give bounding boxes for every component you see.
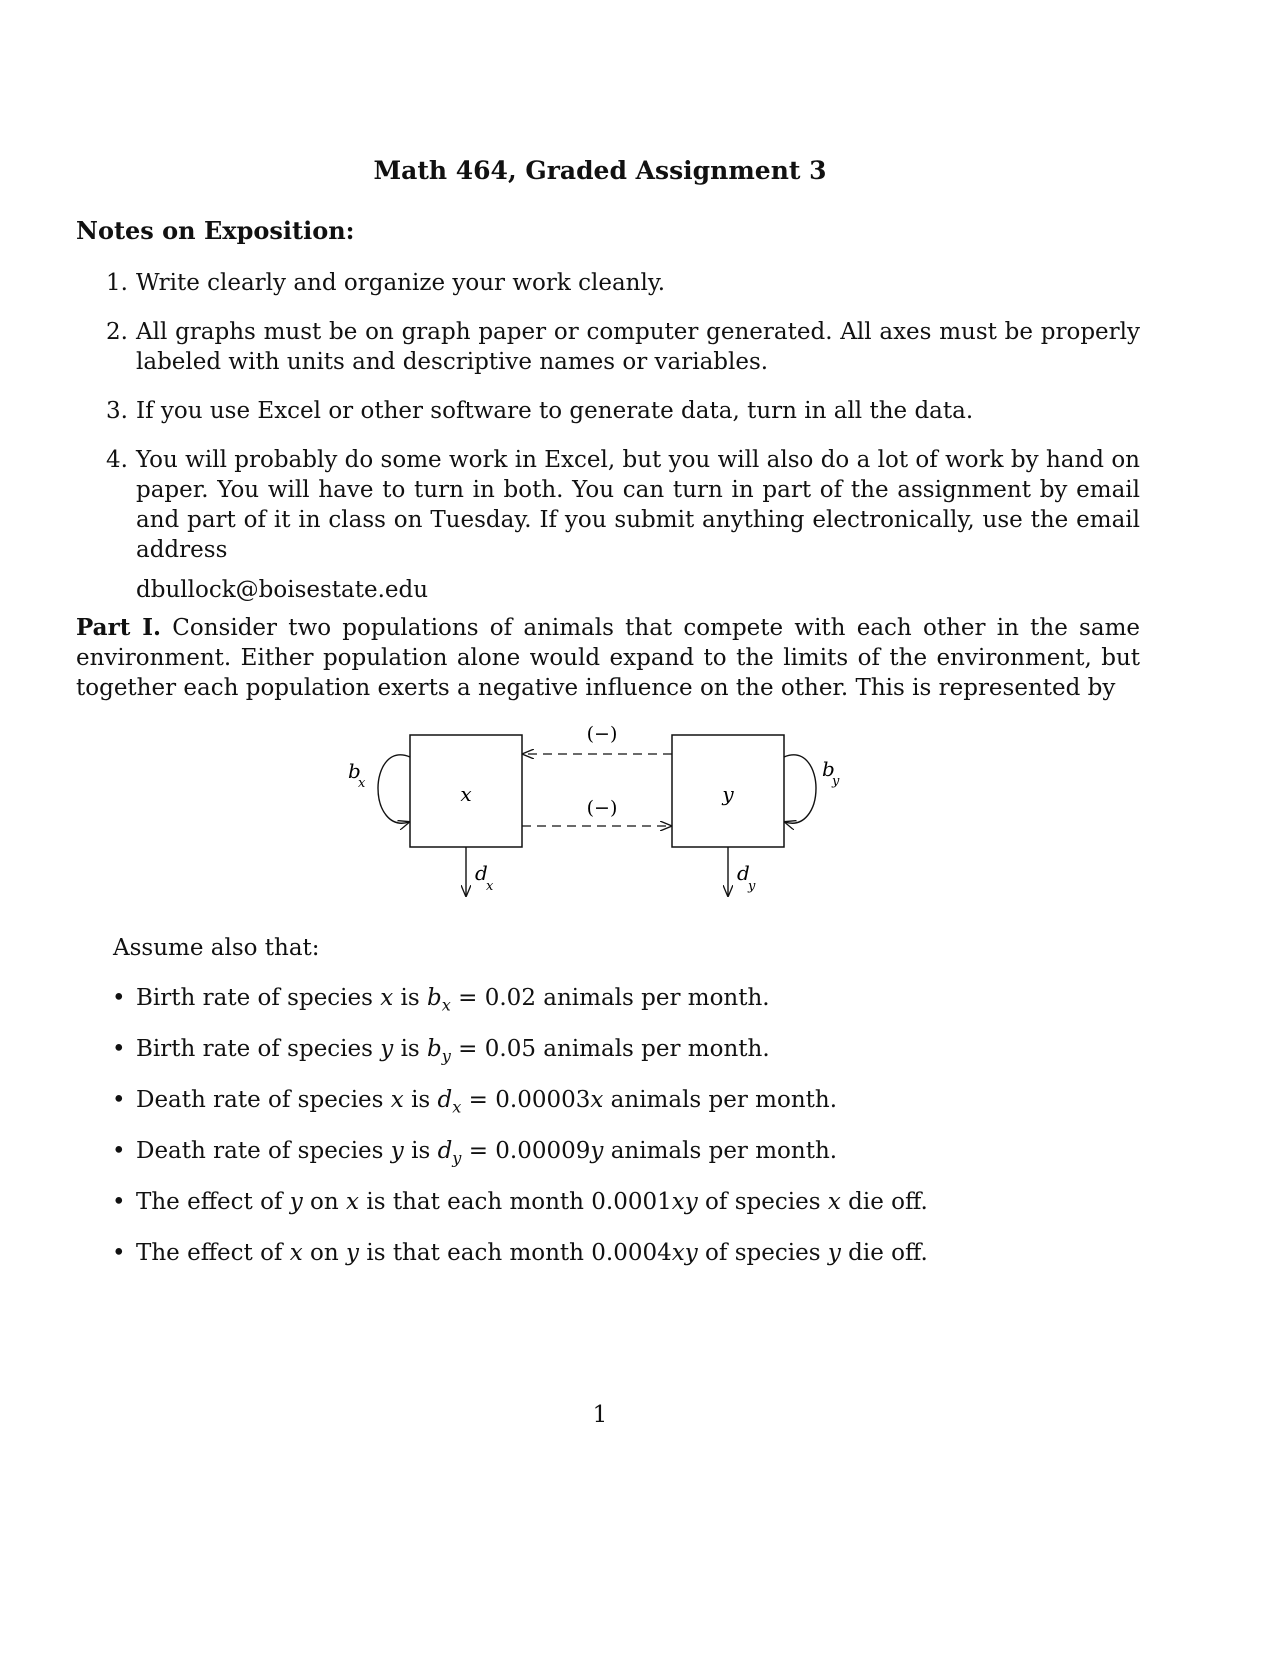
list-item — [100, 396, 1140, 426]
list-number: 2. — [106, 319, 128, 345]
death-label-x: d — [475, 861, 488, 885]
list-number: 1. — [106, 270, 128, 296]
page-number: 1 — [592, 1402, 608, 1428]
bullet-icon: • — [112, 1138, 126, 1164]
box-x-label: x — [460, 782, 472, 806]
list-item: • Birth rate of species y is $b_y = 0.05$ animals per month. — [112, 1036, 770, 1066]
bullet-icon: • — [112, 1036, 126, 1062]
birth-loop-y — [784, 755, 816, 823]
list-item: • Death rate of species x is $d_x = 0.00003x$ animals per month. — [112, 1087, 838, 1117]
email-address: dbullock@boisestate.edu — [136, 577, 429, 603]
bullet-icon: • — [112, 1240, 126, 1266]
death-label-y: d — [737, 861, 750, 885]
list-number: 3. — [106, 398, 128, 424]
list-text: All graphs must be on graph paper or computer generated. All axes must be properly labeled with units and descriptive names or variables. — [136, 319, 1140, 375]
bullet-icon: • — [112, 985, 126, 1011]
part-one-paragraph — [76, 613, 1140, 703]
birth-label-x-sub: x — [358, 776, 366, 791]
list-text: Write clearly and organize your work cleanly. — [136, 270, 666, 296]
box-y-label: y — [722, 782, 734, 806]
list-item — [100, 445, 1140, 605]
list-text: You will probably do some work in Excel, but you will also do a lot of work by hand on paper. You will have to turn in both. You can turn in part of the assignment by email and part of it in class on Tuesday. If you submit anything electronically, use the email address — [136, 447, 1140, 563]
birth-loop-x — [378, 755, 410, 823]
birth-label-y: b — [822, 757, 835, 781]
population-diagram — [330, 700, 890, 910]
list-text: If you use Excel or other software to generate data, turn in all the data. — [136, 398, 974, 424]
list-item: • The effect of y on x is that each month 0.0001xy of species x die off. — [112, 1189, 928, 1215]
list-item: • The effect of x on y is that each month 0.0004xy of species y die off. — [112, 1240, 928, 1266]
effect-label-top: (−) — [586, 723, 618, 745]
list-item — [100, 317, 1140, 377]
list-item: • Birth rate of species x is $b_x = 0.02$ animals per month. — [112, 985, 770, 1015]
death-label-x-sub: x — [486, 879, 494, 894]
list-item: • Death rate of species y is $d_y = 0.00009y$ animals per month. — [112, 1138, 838, 1168]
effect-label-bottom: (−) — [586, 797, 618, 819]
assume-heading: Assume also that: — [113, 935, 320, 961]
list-number: 4. — [106, 447, 128, 473]
bullet-icon: • — [112, 1087, 126, 1113]
death-label-y-sub: y — [748, 879, 756, 894]
part-label: Part I. — [76, 614, 162, 641]
birth-label-y-sub: y — [832, 774, 840, 789]
list-item — [100, 268, 1140, 298]
part-text: Consider two populations of animals that compete with each other in the same environment. Either population alone would expand to the limits of the environment, but together each population exerts a negative influence on the other. This is represented by — [76, 615, 1140, 701]
birth-label-x: b — [348, 759, 361, 783]
notes-heading: Notes on Exposition: — [76, 216, 355, 245]
bullet-icon: • — [112, 1189, 126, 1215]
page-title: Math 464, Graded Assignment 3 — [373, 156, 827, 185]
